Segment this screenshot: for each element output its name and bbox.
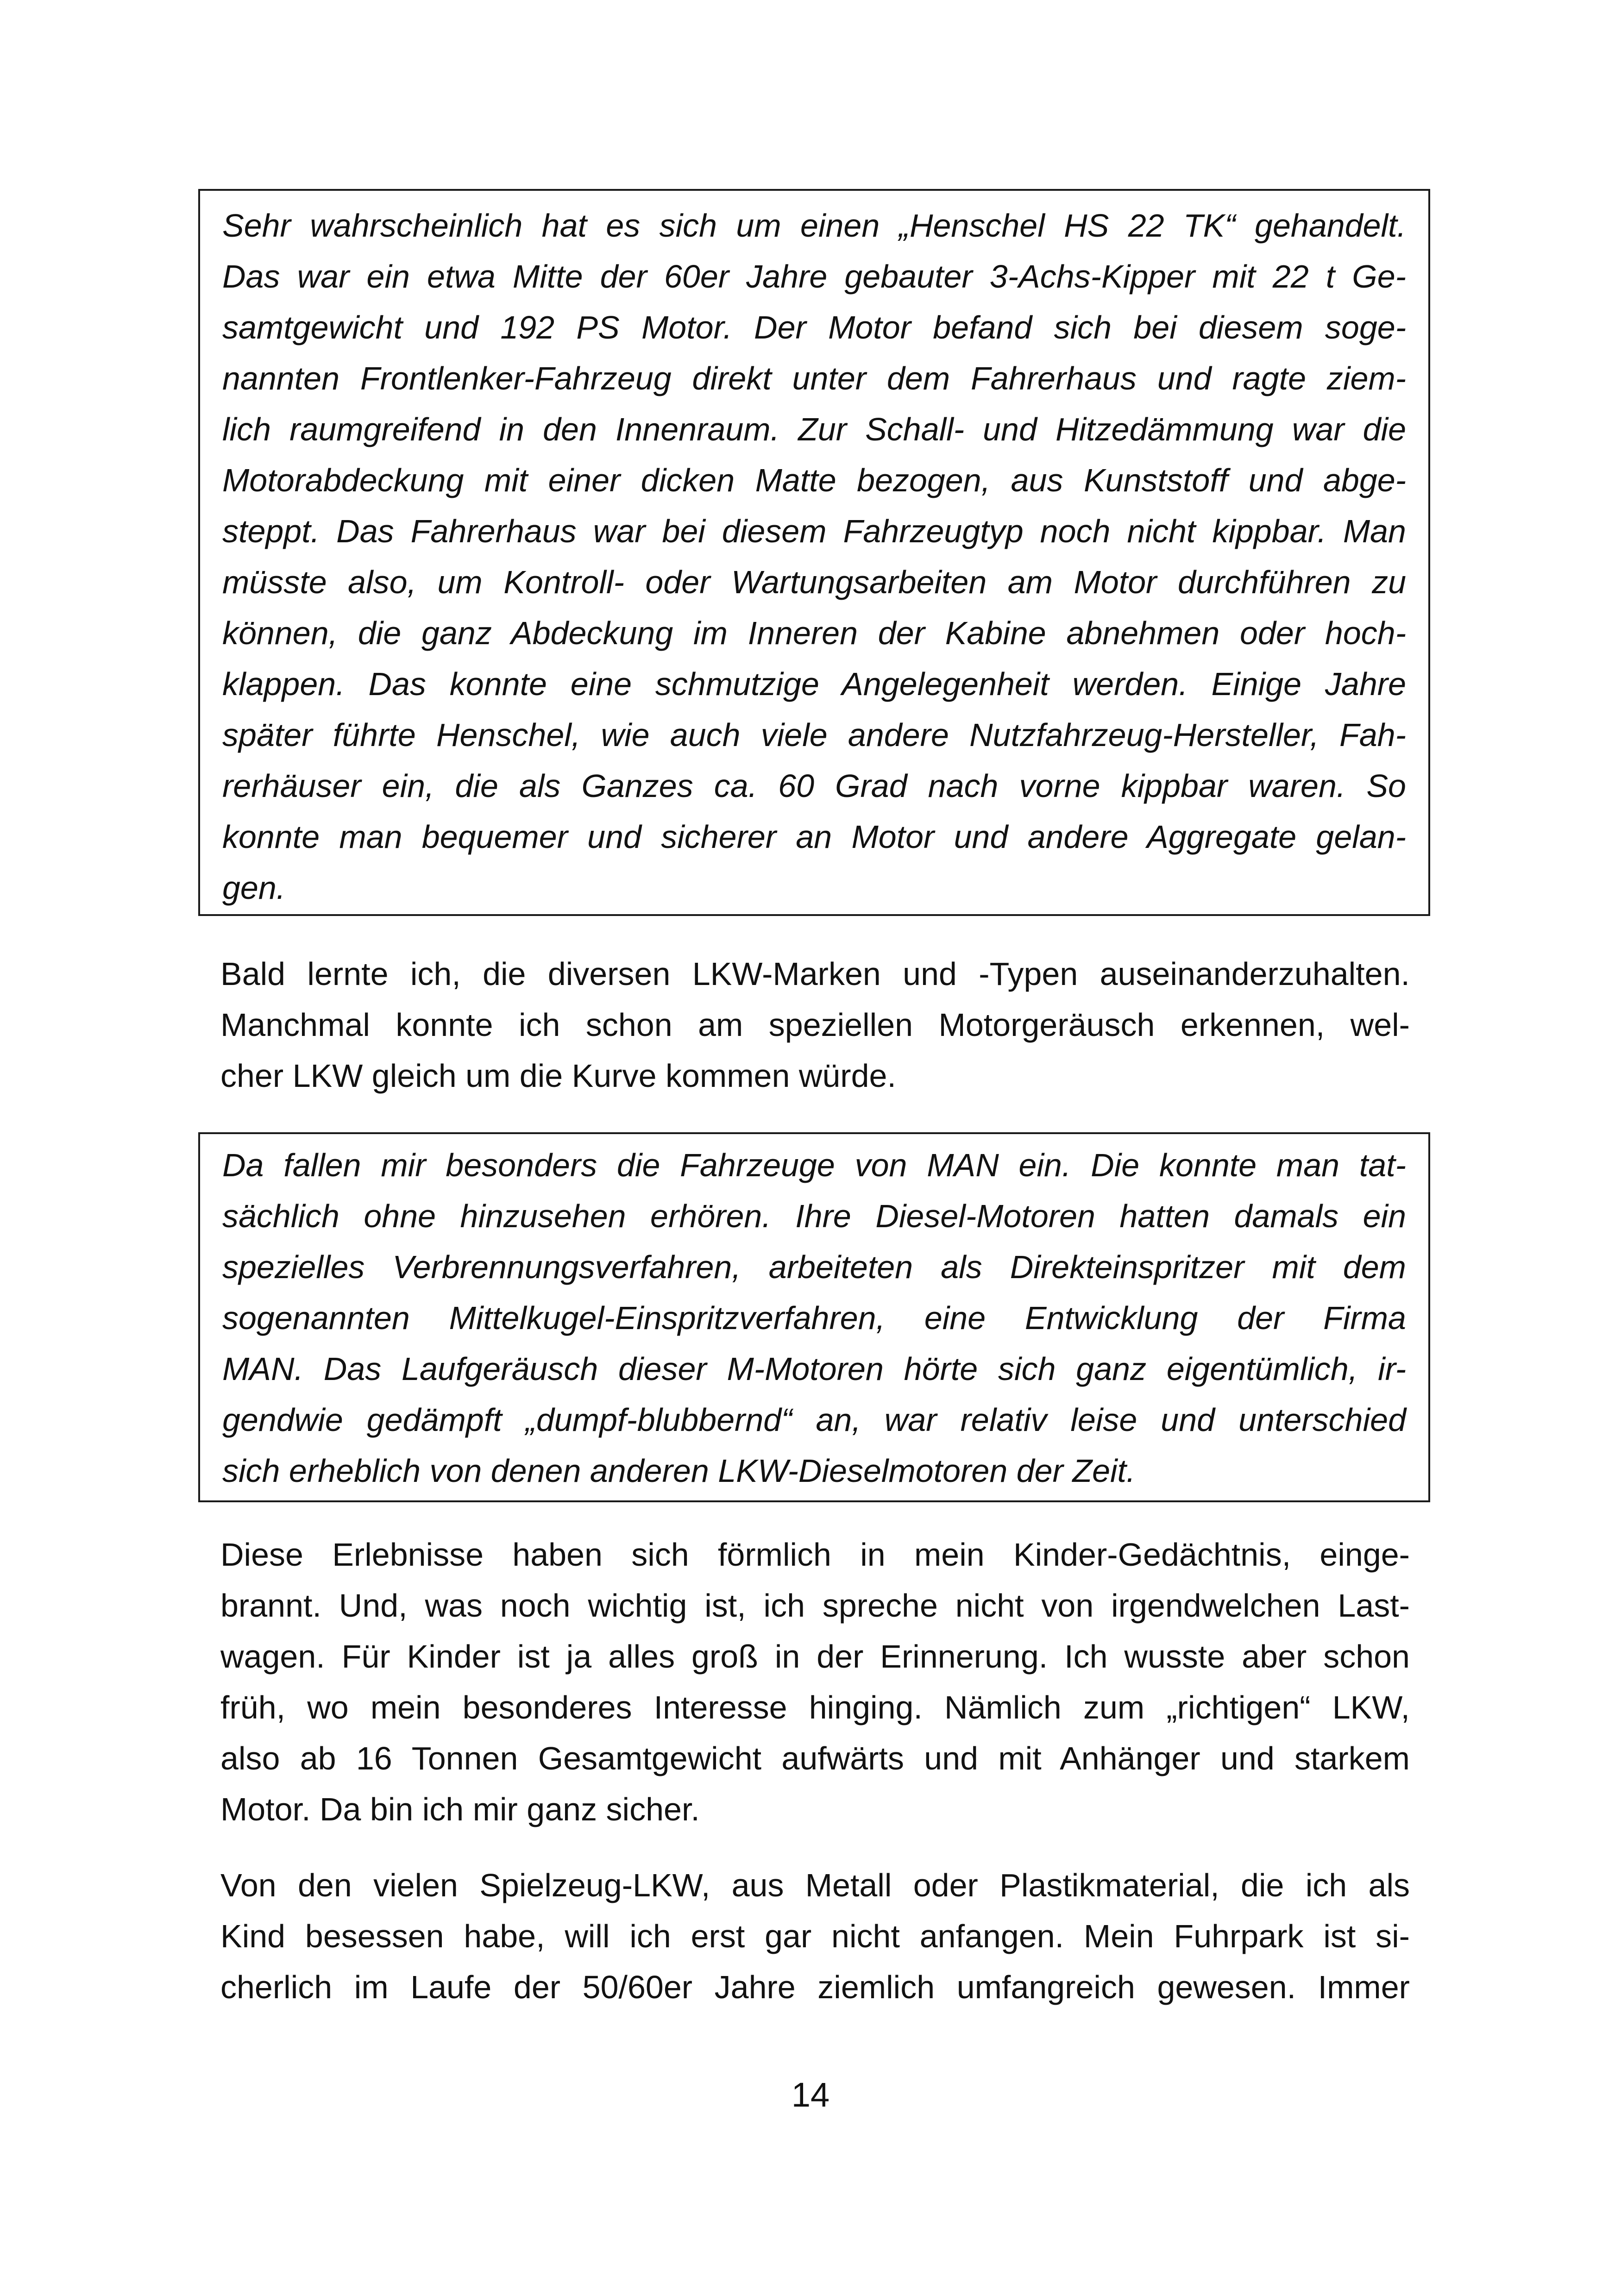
paragraph-line: wagen. Für Kinder ist ja alles groß in der Erinnerung. Ich wusste aber schon [220, 1638, 1410, 1675]
box-line: samtgewicht und 192 PS Motor. Der Motor befand sich bei diesem soge- [222, 309, 1406, 345]
paragraph-line: also ab 16 Tonnen Gesamtgewicht aufwärts und mit Anhänger und starkem [220, 1740, 1410, 1776]
box-line: können, die ganz Abdeckung im Inneren der Kabine abnehmen oder hoch- [222, 615, 1406, 651]
paragraph-line: Bald lernte ich, die diversen LKW-Marken und -Typen auseinanderzuhalten. [220, 956, 1410, 992]
box-line: klappen. Das konnte eine schmutzige Angelegenheit werden. Einige Jahre [222, 666, 1406, 702]
box-line: Da fallen mir besonders die Fahrzeuge von MAN ein. Die konnte man tat- [222, 1147, 1406, 1183]
box-line: konnte man bequemer und sicherer an Motor und andere Aggregate gelan- [222, 819, 1406, 855]
box-line: rerhäuser ein, die als Ganzes ca. 60 Grad nach vorne kippbar waren. So [222, 768, 1406, 804]
paragraph-line: cher LKW gleich um die Kurve kommen würde. [220, 1058, 896, 1094]
box-line: gen. [222, 870, 286, 906]
paragraph-line: Motor. Da bin ich mir ganz sicher. [220, 1791, 700, 1827]
paragraph-line: cherlich im Laufe der 50/60er Jahre ziemlich umfangreich gewesen. Immer [220, 1969, 1410, 2005]
box-line: müsste also, um Kontroll- oder Wartungsarbeiten am Motor durchführen zu [222, 564, 1406, 600]
paragraph-erlebnisse [220, 1529, 1410, 1835]
info-box-man [198, 1132, 1430, 1502]
box-line: später führte Henschel, wie auch viele andere Nutzfahrzeug-Hersteller, Fah- [222, 717, 1406, 753]
paragraph-line: früh, wo mein besonderes Interesse hinging. Nämlich zum „richtigen“ LKW, [220, 1689, 1410, 1725]
box-line: steppt. Das Fahrerhaus war bei diesem Fahrzeugtyp noch nicht kippbar. Man [222, 513, 1406, 549]
paragraph-line: Diese Erlebnisse haben sich förmlich in mein Kinder-Gedächtnis, einge- [220, 1537, 1410, 1573]
box-line: gendwie gedämpft „dumpf-blubbernd“ an, war relativ leise und unterschied [222, 1402, 1406, 1438]
box-line: MAN. Das Laufgeräusch dieser M-Motoren hörte sich ganz eigentümlich, ir- [222, 1351, 1406, 1387]
box-line: sogenannten Mittelkugel-Einspritzverfahren, eine Entwicklung der Firma [222, 1300, 1406, 1336]
box-line: Sehr wahrscheinlich hat es sich um einen „Henschel HS 22 TK“ gehandelt. [222, 207, 1406, 244]
paragraph-line: Kind besessen habe, will ich erst gar nicht anfangen. Mein Fuhrpark ist si- [220, 1918, 1410, 1954]
box-line: lich raumgreifend in den Innenraum. Zur Schall- und Hitzedämmung war die [222, 411, 1406, 447]
paragraph-lkw-marken [220, 948, 1410, 1101]
paragraph-line: Manchmal konnte ich schon am speziellen Motorgeräusch erkennen, wel- [220, 1007, 1410, 1043]
box-line: spezielles Verbrennungsverfahren, arbeiteten als Direkteinspritzer mit dem [222, 1249, 1406, 1285]
paragraph-line: Von den vielen Spielzeug-LKW, aus Metall oder Plastikmaterial, die ich als [220, 1867, 1410, 1903]
box-line: sich erheblich von denen anderen LKW-Dieselmotoren der Zeit. [222, 1453, 1136, 1489]
box-line: sächlich ohne hinzusehen erhören. Ihre Diesel-Motoren hatten damals ein [222, 1198, 1406, 1234]
box-line: nannten Frontlenker-Fahrzeug direkt unter dem Fahrerhaus und ragte ziem- [222, 360, 1406, 396]
box-line: Das war ein etwa Mitte der 60er Jahre gebauter 3-Achs-Kipper mit 22 t Ge- [222, 258, 1406, 295]
page-number: 14 [791, 2076, 830, 2114]
box-line: Motorabdeckung mit einer dicken Matte bezogen, aus Kunststoff und abge- [222, 462, 1406, 498]
paragraph-spielzeug [220, 1860, 1410, 2013]
info-box-henschel [198, 189, 1430, 916]
paragraph-line: brannt. Und, was noch wichtig ist, ich spreche nicht von irgendwelchen Last- [220, 1587, 1410, 1624]
